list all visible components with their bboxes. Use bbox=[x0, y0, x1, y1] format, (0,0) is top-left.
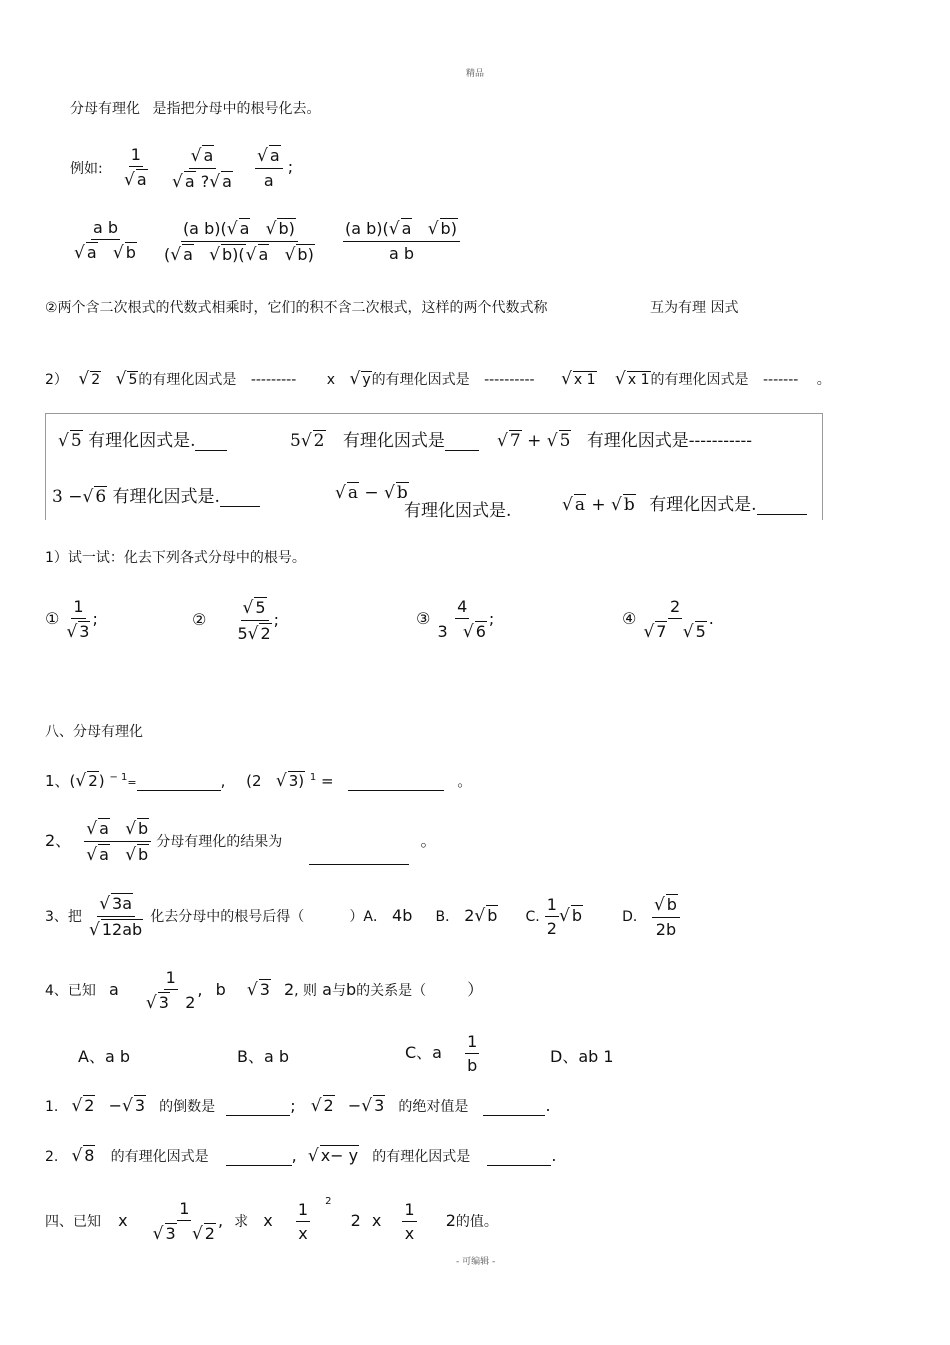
radicand: b) bbox=[278, 219, 295, 238]
variable: x bbox=[263, 1211, 273, 1230]
problem-label: 四、已知 bbox=[45, 1214, 101, 1230]
period: 。 bbox=[457, 772, 473, 790]
answer-blank[interactable] bbox=[226, 1165, 292, 1166]
semicolon: ; bbox=[92, 609, 98, 628]
radicand: 2 bbox=[323, 1096, 334, 1115]
radicand: x− y bbox=[320, 1146, 359, 1165]
semicolon: ; bbox=[290, 1096, 296, 1115]
problem-label: 1. bbox=[45, 1099, 59, 1115]
problem-label: 3、把 bbox=[45, 909, 82, 925]
q2-line: 2） √ 2 √ 5的有理化因式是 --------- x √ y的有理化因式是 ---------- √ x 1 √ x 1的有理化因式是 ------- 。 bbox=[45, 369, 831, 389]
radicand: b bbox=[396, 483, 408, 503]
q2-blank-1: --------- bbox=[250, 372, 297, 388]
radicand: a bbox=[239, 219, 250, 238]
problem-2: 2、 $\frac{√ a √ b}{√ a √ b}$ 分母有理化的结果为 。 bbox=[45, 819, 437, 865]
radicand: 2 bbox=[260, 624, 271, 643]
radicand: a bbox=[184, 172, 195, 191]
radicand: b bbox=[623, 495, 635, 515]
q2-end: 。 bbox=[816, 372, 831, 388]
term: 2 bbox=[350, 1211, 361, 1230]
radicand: a bbox=[99, 845, 109, 864]
problem-text: 分母有理化的结果为 bbox=[156, 834, 283, 850]
numerator: 1 bbox=[177, 1199, 191, 1221]
variable: x bbox=[118, 1211, 128, 1230]
problem-text: 的有理化因式是 bbox=[372, 1149, 471, 1165]
point2-term: 互为有理 因式 bbox=[650, 300, 739, 316]
radicand: 12ab bbox=[101, 920, 143, 939]
period: . bbox=[551, 1146, 557, 1165]
try-item-1: ① $\frac{1}{√ 3}$ ; bbox=[45, 597, 98, 642]
q2-x: x bbox=[326, 372, 336, 388]
problem-4: 4、已知 a $\frac{1}{√ 3 2}$ , b √ 3 2, 则 a与b的关系是（ ） bbox=[45, 968, 484, 1013]
radicand: x 1 bbox=[573, 372, 596, 388]
radicand: a bbox=[136, 170, 147, 189]
radicand: 8 bbox=[84, 1146, 95, 1165]
box-item-e-text: 有理化因式是. bbox=[404, 501, 512, 521]
denominator: 2 bbox=[546, 919, 557, 938]
answer-blank[interactable] bbox=[757, 514, 807, 515]
term: 2 bbox=[185, 993, 196, 1012]
term: 2 bbox=[445, 1211, 456, 1230]
variable: a bbox=[322, 980, 332, 999]
radicand: a bbox=[269, 146, 280, 165]
radicand: a bbox=[401, 219, 412, 238]
q2-text-3: 的有理化因式是 bbox=[650, 372, 749, 388]
definition-line bbox=[70, 98, 320, 118]
problem-text: 的关系是（ bbox=[356, 983, 427, 999]
q2-blank-3: ------- bbox=[762, 372, 799, 388]
numerator: 1 bbox=[545, 895, 559, 917]
box-item-f: √ a + √ b 有理化因式是. bbox=[562, 490, 807, 515]
numerator: 1 bbox=[296, 1200, 310, 1222]
denominator: x bbox=[298, 1224, 308, 1243]
radicand: a bbox=[86, 243, 97, 262]
answer-blank[interactable] bbox=[483, 1115, 545, 1116]
p4-option-d[interactable]: D、ab 1 bbox=[550, 1047, 614, 1066]
option-c-label: C. bbox=[525, 909, 540, 925]
answer-blank[interactable] bbox=[487, 1165, 551, 1166]
q2-text-1: 的有理化因式是 bbox=[138, 372, 237, 388]
box-item-d: 3 −√ 6 有理化因式是. bbox=[52, 482, 260, 507]
q2-text-2: 的有理化因式是 bbox=[371, 372, 470, 388]
radicand: 3 bbox=[134, 1096, 146, 1115]
operator: − bbox=[364, 483, 379, 503]
numerator-text: (a b)( bbox=[345, 219, 389, 238]
circle-number: ① bbox=[45, 609, 60, 628]
numerator: 1 bbox=[465, 1032, 479, 1054]
problem-3: 3、把 $\frac{√ 3a}{√ 12ab}$ 化去分母中的根号后得（ ）A． 4b B． 2√ b C. $\frac{1}{2}$ √ b D． $\frac{√ b}{2b}$ bbox=[45, 893, 680, 940]
option-c[interactable]: $\frac{1}{2}$ √ b bbox=[546, 895, 582, 938]
radicand: b bbox=[571, 906, 582, 925]
problem-label: 2、 bbox=[45, 831, 72, 850]
radicand: 6 bbox=[95, 487, 107, 507]
radicand: 3a bbox=[112, 894, 133, 913]
radicand: b) bbox=[440, 219, 457, 238]
option-b-label: B． bbox=[435, 909, 460, 925]
numerator-text: (a b)( bbox=[182, 219, 227, 238]
radicand: a bbox=[222, 172, 232, 191]
variable: b bbox=[215, 980, 226, 999]
paren: ) bbox=[98, 772, 105, 790]
term: 2 bbox=[283, 980, 295, 999]
box-text: 有理化因式是----------- bbox=[586, 431, 752, 451]
example-fraction-1: $\frac{1}{√ a}$ bbox=[124, 145, 147, 190]
definition-term: 分母有理化 bbox=[70, 101, 140, 117]
box-text: 有理化因式是. bbox=[88, 431, 196, 451]
circle-number: ② bbox=[192, 610, 207, 629]
exercise-2: 2. √ 8 的有理化因式是 , √ x− y 的有理化因式是 . bbox=[45, 1146, 557, 1166]
radicand: 5 bbox=[695, 622, 706, 641]
answer-blank[interactable] bbox=[220, 506, 260, 507]
numerator: 1 bbox=[402, 1200, 416, 1222]
problem-text: 与 bbox=[331, 983, 346, 999]
denominator: 2b bbox=[655, 920, 677, 939]
p4-option-c[interactable] bbox=[405, 1032, 479, 1075]
problem-text: 的倒数是 bbox=[159, 1099, 216, 1115]
radicand: a bbox=[99, 819, 109, 838]
radicand: 2 bbox=[204, 1224, 215, 1243]
box-item-a: √ 5 有理化因式是. bbox=[58, 426, 227, 451]
numerator: 4 bbox=[455, 597, 469, 619]
radicand: 6 bbox=[475, 622, 486, 641]
period: . bbox=[545, 1096, 551, 1115]
radicand: 3 bbox=[374, 1096, 385, 1115]
example-fraction-2: $\frac{√ a}{√ a ?√ a}$ bbox=[172, 146, 232, 192]
radicand: 5 bbox=[70, 431, 82, 451]
semicolon: ; bbox=[488, 609, 495, 628]
equals: = bbox=[127, 776, 137, 789]
radicand: b bbox=[138, 845, 149, 864]
radicand: 3 bbox=[158, 993, 169, 1012]
coefficient: 5 bbox=[290, 431, 301, 451]
radicand: 3 bbox=[259, 980, 270, 999]
radicand: b bbox=[125, 243, 136, 262]
page-header: 精品 bbox=[466, 69, 485, 79]
problem-four: 四、已知 x $\frac{1}{√ 3 √ 2}$ , 求 x $\frac{1}{x}$ $^2$ 2 x $\frac{1}{x}$ 2的值。 bbox=[45, 1196, 498, 1244]
box-text: 有理化因式是 bbox=[342, 431, 445, 451]
denominator: a b bbox=[388, 244, 414, 263]
period: 。 bbox=[420, 831, 437, 850]
point2-text: ②两个含二次根式的代数式相乘时，它们的积不含二次根式，这样的两个代数式称 bbox=[45, 300, 548, 316]
operator: ? bbox=[200, 172, 210, 191]
try-item-4: ④ $\frac{2}{√ 7 √ 5}$ . bbox=[622, 597, 714, 642]
option-a[interactable]: 4b bbox=[392, 906, 413, 925]
box-item-b: 5√ 2 有理化因式是 bbox=[290, 426, 479, 451]
denominator: a bbox=[263, 171, 274, 190]
radicand: b bbox=[487, 906, 498, 925]
radicand: 3) bbox=[288, 772, 305, 790]
radicand: a bbox=[258, 245, 269, 264]
answer-blank[interactable] bbox=[137, 790, 221, 791]
answer-blank[interactable] bbox=[445, 450, 479, 451]
section-8-title: 八、分母有理化 bbox=[45, 724, 143, 740]
example-fraction-result: $\frac{\text{(a b)(√ a √ b)}}{\text{a b}}$ bbox=[343, 218, 460, 263]
radicand: 5 bbox=[559, 431, 571, 451]
radicand: 2 bbox=[91, 372, 101, 388]
answer-blank[interactable] bbox=[309, 864, 409, 865]
paren: ( bbox=[164, 245, 171, 264]
radicand: 7 bbox=[656, 622, 667, 641]
operator: − bbox=[108, 1096, 122, 1115]
coefficient: 5 bbox=[237, 624, 248, 643]
radicand: a bbox=[347, 483, 358, 503]
coefficient: 2 bbox=[464, 906, 475, 925]
problem-text: 的有理化因式是 bbox=[110, 1149, 209, 1165]
problem-label: 4、已知 bbox=[45, 983, 96, 999]
example-fraction-expanded: $\frac{\text{(a b)(√ a √ b)}}{(√ a √ b)(√ a √ b)}$ bbox=[164, 219, 314, 265]
denominator: b bbox=[467, 1056, 478, 1075]
exercise-1: 1. √ 2 −√ 3 的倒数是 ; √ 2 −√ 3 的绝对值是 . bbox=[45, 1096, 551, 1116]
semicolon: ; bbox=[287, 157, 294, 176]
exponent: 2 bbox=[325, 1196, 332, 1207]
paren: ） bbox=[467, 980, 484, 999]
example-fraction-3: $\frac{√ a}{a}$ ; bbox=[257, 146, 294, 190]
circle-number: ③ bbox=[416, 609, 431, 628]
radicand: x 1 bbox=[627, 372, 650, 388]
equals: = bbox=[321, 772, 334, 790]
q2-label: 2） bbox=[45, 372, 68, 388]
answer-blank[interactable] bbox=[348, 790, 444, 791]
problem-1: 1、(√ 2) $^{- 1}$= , (2 √ 3) $^1$ = 。 bbox=[45, 771, 473, 791]
variable: x bbox=[371, 1211, 382, 1230]
problem-text: 的值。 bbox=[455, 1214, 498, 1230]
p4-option-a[interactable]: A、a b bbox=[78, 1047, 130, 1066]
variable: a bbox=[109, 980, 119, 999]
numerator: a b bbox=[91, 218, 120, 240]
semicolon: ; bbox=[273, 610, 280, 629]
numerator: 1 bbox=[129, 145, 143, 167]
comma: , bbox=[291, 1146, 297, 1165]
radicand: b)( bbox=[222, 245, 245, 264]
radicand: a bbox=[203, 146, 214, 165]
variable: b bbox=[345, 980, 357, 999]
try-item-2: ② $\frac{√ 5}{5√ 2}$ ; bbox=[192, 598, 280, 644]
option-d[interactable]: $\frac{√ b}{2b}$ bbox=[652, 906, 680, 925]
radicand: b bbox=[666, 895, 677, 914]
q2-blank-2: ---------- bbox=[484, 372, 535, 388]
radicand: 3 bbox=[79, 622, 90, 641]
example-fraction-ab: $\frac{\text{a b}}{√ a √ b}$ bbox=[74, 218, 136, 263]
comma: , bbox=[197, 980, 203, 999]
box-text: 有理化因式是. bbox=[649, 495, 757, 515]
radicand: 3 bbox=[165, 1224, 176, 1243]
option-b[interactable]: 2√ b bbox=[464, 906, 498, 926]
radicand: 5 bbox=[255, 598, 266, 617]
radicand: b bbox=[138, 819, 149, 838]
comma: , bbox=[217, 1211, 224, 1230]
try-item-3: ③ $\frac{4}{3 √ 6}$ ; bbox=[416, 597, 495, 642]
box-item-c: √ 7 + √ 5 有理化因式是----------- bbox=[497, 431, 752, 451]
box-text: 有理化因式是. bbox=[112, 487, 220, 507]
problem-text: 化去分母中的根号后得（ bbox=[150, 909, 305, 925]
radicand: 7 bbox=[509, 431, 521, 451]
answer-blank[interactable] bbox=[195, 450, 227, 451]
option-a-label: ）A． bbox=[349, 909, 387, 925]
problem-text: 求 bbox=[234, 1214, 249, 1230]
box-item-e: √ a − √ b bbox=[335, 483, 408, 503]
radicand: 2 bbox=[84, 1096, 95, 1115]
radicand: b) bbox=[297, 245, 314, 264]
radicand: a bbox=[183, 245, 193, 264]
try-title: 1）试一试：化去下列各式分母中的根号。 bbox=[45, 550, 306, 566]
answer-blank[interactable] bbox=[226, 1115, 290, 1116]
term: (2 bbox=[246, 772, 262, 790]
option-label: C、a bbox=[405, 1043, 442, 1062]
radicand: a bbox=[574, 495, 585, 515]
operator: − bbox=[347, 1096, 362, 1115]
p4-option-b[interactable]: B、a b bbox=[237, 1047, 290, 1066]
problem-label: 1、( bbox=[45, 772, 76, 790]
exponent: 1 bbox=[309, 772, 317, 783]
denominator: x bbox=[404, 1224, 415, 1243]
page-footer: - 可编辑 - bbox=[456, 1257, 496, 1267]
numerator: 1 bbox=[71, 597, 85, 619]
circle-number: ④ bbox=[622, 609, 637, 628]
prefix: 3 − bbox=[52, 487, 83, 507]
problem-text: 的绝对值是 bbox=[398, 1099, 469, 1115]
definition-text: 是指把分母中的根号化去。 bbox=[152, 101, 321, 117]
period: . bbox=[708, 609, 714, 628]
problem-label: 2. bbox=[45, 1149, 59, 1165]
radicand: y bbox=[362, 372, 371, 388]
radicand: 5 bbox=[128, 372, 138, 388]
comma: , bbox=[220, 772, 226, 790]
example-label: 例如: bbox=[70, 161, 103, 177]
radicand: 2 bbox=[313, 431, 325, 451]
problem-text: , 则 bbox=[294, 983, 318, 999]
exponent: − 1 bbox=[109, 772, 128, 783]
numerator: 2 bbox=[668, 597, 682, 619]
option-d-label: D． bbox=[622, 909, 647, 925]
operator: + bbox=[527, 431, 542, 451]
radicand: 2 bbox=[88, 772, 98, 790]
term: 3 bbox=[437, 622, 448, 641]
operator: + bbox=[591, 495, 606, 515]
numerator: 1 bbox=[164, 968, 178, 990]
